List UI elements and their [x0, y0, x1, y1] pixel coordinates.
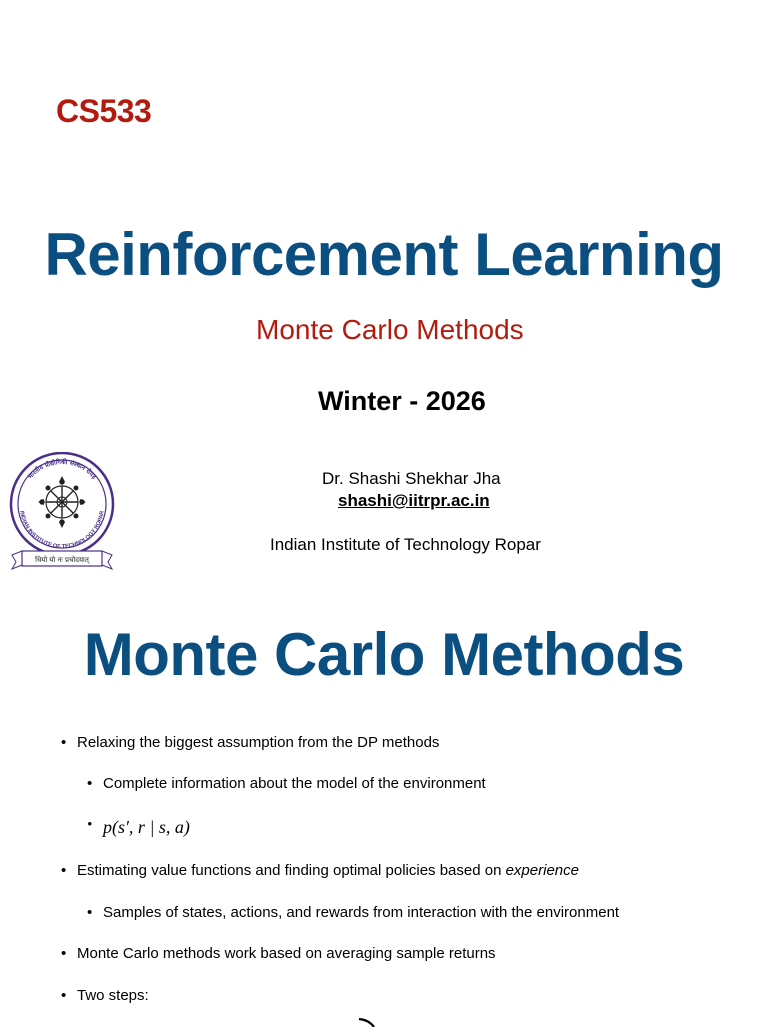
sub-bullet-math: • p(s′, r | s, a) — [103, 817, 190, 838]
iit-ropar-seal-icon — [8, 452, 116, 572]
bullet-item: • Two steps: — [77, 987, 149, 1004]
logo-ring-text: INDIAN INSTITUTE OF TECHNOLOGY ROPAR — [18, 510, 106, 551]
term-label: Winter - 2026 — [318, 386, 486, 416]
lecture-subtitle: Monte Carlo Methods — [256, 314, 524, 345]
bullet-item: • Monte Carlo methods work based on averaging sample returns — [77, 945, 496, 962]
section-title: Monte Carlo Methods — [83, 621, 685, 688]
course-title: Reinforcement Learning — [44, 221, 724, 288]
instructor-email-link[interactable]: shashi@iitrpr.ac.in — [338, 491, 490, 510]
course-code: CS533 — [56, 93, 152, 129]
emphasis-text: experience — [505, 862, 579, 879]
bullet-item — [77, 862, 579, 879]
logo-motto: धियो यो नः प्रचोदयात् — [35, 556, 89, 564]
bullet-text: Estimating value functions and finding optimal policies based on — [77, 862, 506, 879]
institute-name: Indian Institute of Technology Ropar — [270, 535, 541, 554]
svg-text:भारतीय प्रौद्योगिकी संस्थान रो: भारतीय प्रौद्योगिकी संस्थान रोपड़ — [26, 458, 98, 481]
bullet-item: • Relaxing the biggest assumption from the DP methods — [77, 734, 439, 751]
instructor-name: Dr. Shashi Shekhar Jha — [322, 469, 501, 488]
sub-bullet-item: • Samples of states, actions, and rewards from interaction with the environment — [103, 904, 619, 921]
cropped-diagram-fragment — [357, 1014, 377, 1024]
sub-bullet-item: • Complete information about the model of the environment — [103, 775, 486, 792]
